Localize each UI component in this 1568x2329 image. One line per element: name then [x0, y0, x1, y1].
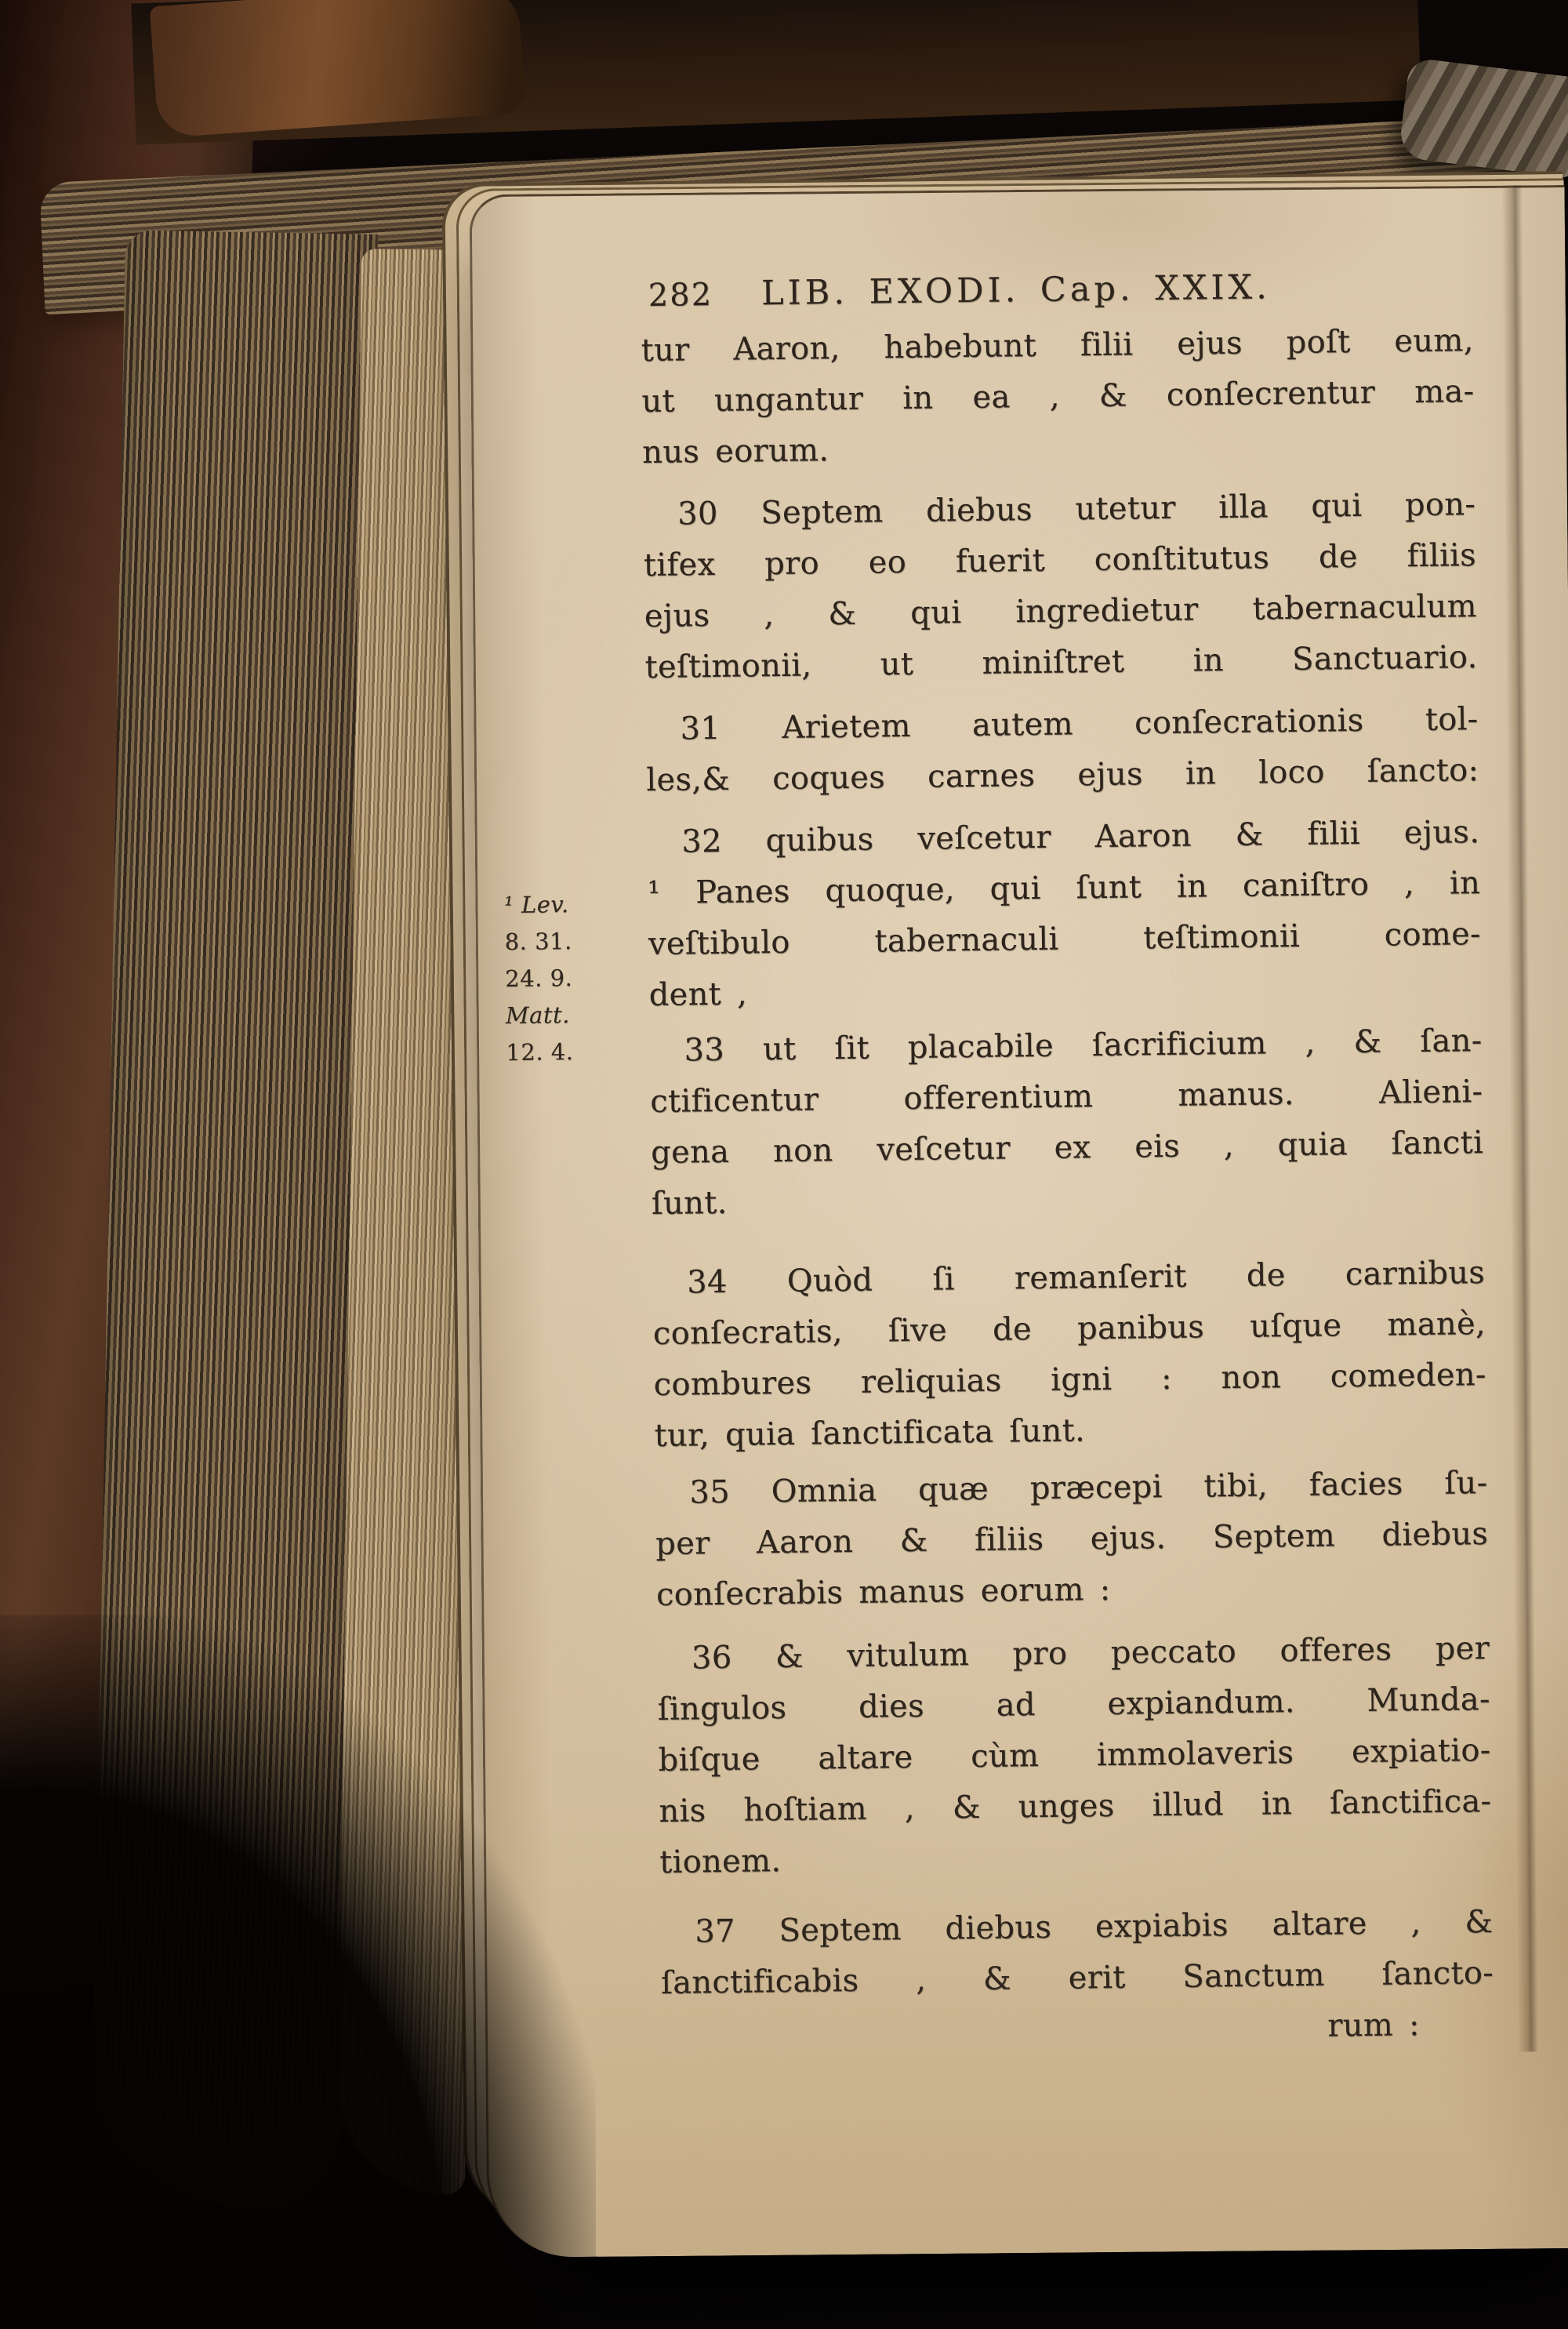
margin-note-line: Matt.: [505, 1001, 571, 1030]
body-line: tifex pro eo fuerit conſtitutus de filiis: [643, 537, 1477, 584]
margin-note-line: 12. 4.: [506, 1038, 574, 1066]
verse-30: [643, 479, 1478, 693]
bottom-shadow: [0, 1615, 596, 2329]
margin-notes: [504, 885, 641, 1071]
body-line: ut ungantur in ea , & conſecrentur ma-: [641, 373, 1475, 420]
body-line: 36 & vitulum pro peccato offeres per: [691, 1630, 1490, 1677]
body-line: conſecrabis manus eorum :: [655, 1571, 1111, 1613]
verse-34: [652, 1248, 1487, 1462]
running-title: LIB. EXODI. Cap. XXIX.: [760, 267, 1272, 314]
body-line: gena non veſcetur ex eis , quia ſancti: [650, 1125, 1484, 1172]
body-line: per Aaron & filiis ejus. Septem diebus: [655, 1516, 1489, 1562]
verse-35: [655, 1458, 1489, 1621]
body-line: veſtibulo tabernaculi teſtimonii come-: [648, 916, 1482, 963]
body-line: les,& coques carnes ejus in loco ſancto:: [646, 752, 1479, 799]
margin-note-line: 24. 9.: [505, 965, 573, 993]
body-line: 30 Septem diebus utetur illa qui pon-: [677, 486, 1476, 532]
page-header: [640, 265, 1473, 314]
body-line: 34 Quòd ſi remanſerit de carnibus: [686, 1255, 1486, 1301]
body-line: nus eorum.: [641, 432, 829, 471]
body-line: 31 Arietem autem conſecrationis tol-: [680, 701, 1479, 747]
body-line: ſingulos dies ad expiandum. Munda-: [657, 1680, 1491, 1728]
body-line: ſunt.: [651, 1184, 728, 1223]
body-line: combures reliquias igni : non comeden-: [653, 1357, 1486, 1404]
verse-33: [649, 1016, 1484, 1230]
body-line: tionem.: [659, 1843, 782, 1880]
body-line: ctificentur offerentium manus. Alieni-: [650, 1074, 1483, 1121]
body-line: 37 Septem diebus expiabis altare , &: [695, 1903, 1494, 1950]
body-line: 32 quibus veſcetur Aaron & filii ejus.: [681, 814, 1480, 860]
margin-note-line: ¹ Lev.: [503, 891, 569, 919]
body-line: ejus , & qui ingredietur tabernaculum: [644, 588, 1478, 635]
verse-32: [647, 807, 1482, 1021]
verse-29-continuation: [641, 315, 1475, 478]
verse-37: [660, 1897, 1494, 2060]
body-line: ¹ Panes quoque, qui ſunt in caniſtro , in: [647, 865, 1481, 912]
body-text: [641, 315, 1494, 2060]
verse-36: [657, 1623, 1493, 1888]
body-line: tur, quia ſanctificata ſunt.: [654, 1412, 1086, 1454]
margin-note-line: 8. 31.: [504, 928, 572, 956]
body-line: ſanctificabis , & erit Sanctum ſancto-: [660, 1954, 1494, 2001]
body-line: rum :: [1327, 2007, 1421, 2044]
body-line: nis hoſtiam , & unges illud in ſanctifica-: [659, 1782, 1492, 1829]
body-line: 33 ut ſit placabile ſacrificium , & ſan-: [684, 1023, 1483, 1069]
page-text: [640, 265, 1494, 2060]
body-line: biſque altare cùm immolaveris expiatio-: [658, 1731, 1491, 1779]
page-crease: [1501, 185, 1541, 2051]
headband: [1398, 57, 1568, 178]
body-line: 35 Omnia quæ præcepi tibi, facies ſu-: [689, 1465, 1488, 1511]
verse-31: [645, 694, 1479, 806]
body-line: conſecratis, ſive de panibus uſque manè,: [652, 1306, 1486, 1353]
body-line: tur Aaron, habebunt filii ejus poſt eum,: [641, 322, 1474, 369]
page-number: 282: [648, 276, 713, 314]
body-line: dent ,: [648, 976, 748, 1014]
book-page: [470, 185, 1568, 2258]
body-line: teſtimonii, ut miniſtret in Sanctuario.: [644, 639, 1478, 686]
